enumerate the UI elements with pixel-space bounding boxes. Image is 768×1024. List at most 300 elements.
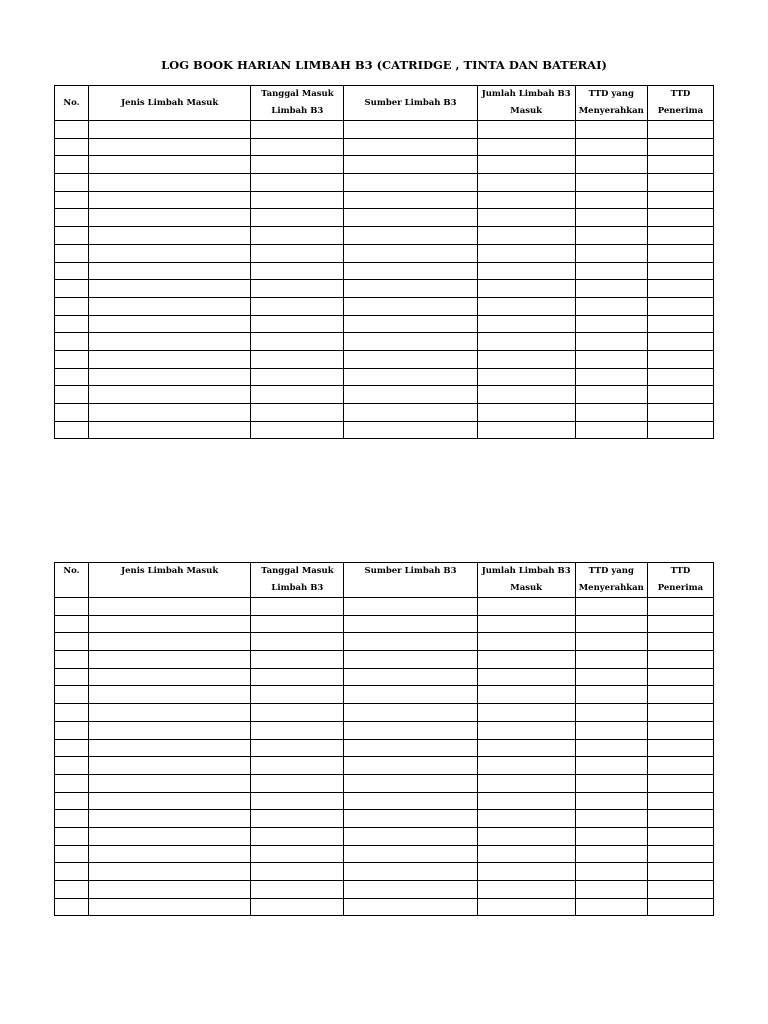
cell-no (55, 651, 89, 669)
cell-sumber-limbah (344, 721, 477, 739)
table-row (55, 898, 714, 916)
cell-jenis-limbah (89, 898, 251, 916)
cell-tanggal-masuk (251, 227, 344, 245)
cell-ttd-penerima (647, 739, 713, 757)
cell-ttd-menyerahkan (575, 810, 647, 828)
table-body-top (55, 121, 714, 439)
cell-no (55, 721, 89, 739)
table-row (55, 757, 714, 775)
cell-ttd-penerima (647, 898, 713, 916)
cell-jenis-limbah (89, 404, 251, 422)
cell-jenis-limbah (89, 739, 251, 757)
cell-jumlah-limbah (477, 615, 575, 633)
cell-ttd-penerima (647, 209, 713, 227)
cell-sumber-limbah (344, 262, 477, 280)
table-header-row (55, 563, 714, 598)
header-ttd-menyerahkan-label-1: TTD yang (588, 89, 634, 99)
cell-no (55, 863, 89, 881)
cell-ttd-penerima (647, 651, 713, 669)
cell-tanggal-masuk (251, 174, 344, 192)
page-title: LOG BOOK HARIAN LIMBAH B3 (CATRIDGE , TINTA DAN BATERAI) (161, 58, 607, 72)
cell-sumber-limbah (344, 244, 477, 262)
header-jumlah-limbah (477, 86, 575, 121)
cell-sumber-limbah (344, 174, 477, 192)
cell-ttd-menyerahkan (575, 686, 647, 704)
cell-no (55, 333, 89, 351)
cell-jenis-limbah (89, 792, 251, 810)
cell-tanggal-masuk (251, 350, 344, 368)
table-header-row (55, 86, 714, 121)
header-ttd-menyerahkan (575, 563, 647, 598)
cell-no (55, 774, 89, 792)
cell-sumber-limbah (344, 633, 477, 651)
cell-ttd-menyerahkan (575, 386, 647, 404)
cell-sumber-limbah (344, 898, 477, 916)
table-row (55, 350, 714, 368)
cell-no (55, 297, 89, 315)
cell-jumlah-limbah (477, 156, 575, 174)
log-table-bottom (54, 562, 714, 916)
cell-jumlah-limbah (477, 421, 575, 439)
cell-tanggal-masuk (251, 757, 344, 775)
cell-ttd-penerima (647, 421, 713, 439)
header-ttd-menyerahkan (575, 86, 647, 121)
cell-jenis-limbah (89, 863, 251, 881)
cell-ttd-penerima (647, 598, 713, 616)
cell-sumber-limbah (344, 598, 477, 616)
header-jumlah-label-1: Jumlah Limbah B3 (481, 566, 571, 576)
cell-tanggal-masuk (251, 881, 344, 899)
header-ttd-penerima-label-2: Penerima (657, 583, 704, 593)
cell-ttd-menyerahkan (575, 633, 647, 651)
header-jumlah-label-1: Jumlah Limbah B3 (481, 89, 571, 99)
cell-jumlah-limbah (477, 704, 575, 722)
cell-tanggal-masuk (251, 704, 344, 722)
cell-sumber-limbah (344, 704, 477, 722)
cell-jumlah-limbah (477, 757, 575, 775)
cell-sumber-limbah (344, 191, 477, 209)
cell-ttd-menyerahkan (575, 315, 647, 333)
cell-no (55, 421, 89, 439)
cell-ttd-penerima (647, 191, 713, 209)
cell-jumlah-limbah (477, 191, 575, 209)
cell-tanggal-masuk (251, 686, 344, 704)
header-jenis-label: Jenis Limbah Masuk (121, 97, 219, 108)
cell-no (55, 404, 89, 422)
cell-jumlah-limbah (477, 739, 575, 757)
cell-jumlah-limbah (477, 810, 575, 828)
cell-ttd-menyerahkan (575, 421, 647, 439)
cell-ttd-penerima (647, 704, 713, 722)
cell-no (55, 121, 89, 139)
header-no (55, 86, 89, 121)
cell-ttd-penerima (647, 404, 713, 422)
cell-tanggal-masuk (251, 262, 344, 280)
cell-jenis-limbah (89, 686, 251, 704)
cell-tanggal-masuk (251, 297, 344, 315)
cell-jumlah-limbah (477, 138, 575, 156)
cell-ttd-menyerahkan (575, 191, 647, 209)
cell-sumber-limbah (344, 757, 477, 775)
cell-ttd-menyerahkan (575, 757, 647, 775)
cell-tanggal-masuk (251, 827, 344, 845)
table-row (55, 863, 714, 881)
cell-no (55, 156, 89, 174)
cell-ttd-menyerahkan (575, 121, 647, 139)
cell-sumber-limbah (344, 315, 477, 333)
table-row (55, 156, 714, 174)
cell-ttd-menyerahkan (575, 774, 647, 792)
table-row (55, 739, 714, 757)
cell-tanggal-masuk (251, 633, 344, 651)
cell-ttd-penerima (647, 668, 713, 686)
cell-sumber-limbah (344, 350, 477, 368)
cell-ttd-menyerahkan (575, 174, 647, 192)
cell-jumlah-limbah (477, 315, 575, 333)
cell-sumber-limbah (344, 421, 477, 439)
cell-jumlah-limbah (477, 297, 575, 315)
cell-jenis-limbah (89, 333, 251, 351)
cell-ttd-menyerahkan (575, 244, 647, 262)
cell-ttd-menyerahkan (575, 350, 647, 368)
cell-ttd-penerima (647, 827, 713, 845)
cell-ttd-menyerahkan (575, 898, 647, 916)
cell-jumlah-limbah (477, 404, 575, 422)
cell-jenis-limbah (89, 138, 251, 156)
cell-ttd-menyerahkan (575, 368, 647, 386)
cell-sumber-limbah (344, 668, 477, 686)
cell-sumber-limbah (344, 651, 477, 669)
cell-no (55, 686, 89, 704)
cell-jumlah-limbah (477, 209, 575, 227)
cell-jenis-limbah (89, 845, 251, 863)
cell-jenis-limbah (89, 386, 251, 404)
cell-jenis-limbah (89, 704, 251, 722)
cell-jumlah-limbah (477, 280, 575, 298)
cell-sumber-limbah (344, 792, 477, 810)
cell-no (55, 368, 89, 386)
cell-tanggal-masuk (251, 209, 344, 227)
cell-jumlah-limbah (477, 333, 575, 351)
cell-no (55, 227, 89, 245)
cell-jumlah-limbah (477, 845, 575, 863)
header-no-label: No. (63, 97, 80, 108)
cell-ttd-menyerahkan (575, 227, 647, 245)
table-row (55, 881, 714, 899)
cell-tanggal-masuk (251, 315, 344, 333)
header-tanggal-masuk (251, 563, 344, 598)
cell-sumber-limbah (344, 739, 477, 757)
table-row (55, 598, 714, 616)
cell-sumber-limbah (344, 827, 477, 845)
cell-jenis-limbah (89, 191, 251, 209)
cell-no (55, 598, 89, 616)
log-table-top (54, 85, 714, 439)
cell-ttd-menyerahkan (575, 615, 647, 633)
cell-jumlah-limbah (477, 668, 575, 686)
cell-ttd-penerima (647, 280, 713, 298)
cell-ttd-penerima (647, 121, 713, 139)
cell-tanggal-masuk (251, 244, 344, 262)
cell-ttd-penerima (647, 138, 713, 156)
cell-tanggal-masuk (251, 138, 344, 156)
cell-no (55, 262, 89, 280)
cell-ttd-penerima (647, 774, 713, 792)
table-row (55, 386, 714, 404)
cell-sumber-limbah (344, 386, 477, 404)
cell-tanggal-masuk (251, 280, 344, 298)
cell-jumlah-limbah (477, 651, 575, 669)
cell-jenis-limbah (89, 262, 251, 280)
cell-jumlah-limbah (477, 350, 575, 368)
cell-ttd-penerima (647, 863, 713, 881)
table-row (55, 633, 714, 651)
header-jumlah-label-2: Masuk (510, 583, 543, 593)
cell-no (55, 615, 89, 633)
cell-ttd-menyerahkan (575, 792, 647, 810)
table-row (55, 651, 714, 669)
table-row (55, 704, 714, 722)
cell-tanggal-masuk (251, 898, 344, 916)
cell-sumber-limbah (344, 280, 477, 298)
cell-tanggal-masuk (251, 121, 344, 139)
cell-tanggal-masuk (251, 668, 344, 686)
table-body-bottom (55, 598, 714, 916)
cell-ttd-penerima (647, 633, 713, 651)
table-row (55, 191, 714, 209)
cell-jenis-limbah (89, 315, 251, 333)
cell-tanggal-masuk (251, 156, 344, 174)
cell-sumber-limbah (344, 156, 477, 174)
cell-no (55, 792, 89, 810)
header-jenis-limbah (89, 86, 251, 121)
header-tanggal-masuk (251, 86, 344, 121)
cell-tanggal-masuk (251, 721, 344, 739)
cell-ttd-menyerahkan (575, 156, 647, 174)
table-row (55, 333, 714, 351)
cell-no (55, 881, 89, 899)
cell-jumlah-limbah (477, 721, 575, 739)
cell-ttd-penerima (647, 757, 713, 775)
header-tanggal-label-1: Tanggal Masuk (261, 566, 334, 576)
cell-ttd-penerima (647, 244, 713, 262)
header-jenis-limbah (89, 563, 251, 598)
cell-jumlah-limbah (477, 881, 575, 899)
header-ttd-penerima (647, 86, 713, 121)
cell-jenis-limbah (89, 615, 251, 633)
cell-sumber-limbah (344, 404, 477, 422)
header-jumlah-limbah (477, 563, 575, 598)
cell-sumber-limbah (344, 333, 477, 351)
cell-ttd-menyerahkan (575, 739, 647, 757)
header-ttd-menyerahkan-label-1: TTD yang (588, 566, 634, 576)
header-ttd-menyerahkan-label-2: Menyerahkan (578, 583, 644, 593)
cell-jenis-limbah (89, 421, 251, 439)
cell-jenis-limbah (89, 633, 251, 651)
cell-jenis-limbah (89, 209, 251, 227)
cell-sumber-limbah (344, 686, 477, 704)
cell-sumber-limbah (344, 845, 477, 863)
table-row (55, 774, 714, 792)
cell-ttd-menyerahkan (575, 651, 647, 669)
table-row (55, 209, 714, 227)
cell-no (55, 845, 89, 863)
table-row (55, 721, 714, 739)
cell-tanggal-masuk (251, 333, 344, 351)
table-row (55, 244, 714, 262)
header-sumber-label: Sumber Limbah B3 (364, 97, 457, 108)
cell-no (55, 209, 89, 227)
cell-tanggal-masuk (251, 845, 344, 863)
cell-jumlah-limbah (477, 174, 575, 192)
cell-ttd-menyerahkan (575, 280, 647, 298)
table-row (55, 686, 714, 704)
cell-sumber-limbah (344, 774, 477, 792)
header-sumber-limbah (344, 86, 477, 121)
table-row (55, 421, 714, 439)
cell-jenis-limbah (89, 598, 251, 616)
header-jenis-label: Jenis Limbah Masuk (121, 566, 219, 576)
cell-ttd-penerima (647, 721, 713, 739)
cell-no (55, 810, 89, 828)
cell-tanggal-masuk (251, 810, 344, 828)
cell-jumlah-limbah (477, 386, 575, 404)
cell-sumber-limbah (344, 121, 477, 139)
table-row (55, 280, 714, 298)
cell-ttd-penerima (647, 792, 713, 810)
cell-ttd-penerima (647, 227, 713, 245)
cell-jenis-limbah (89, 668, 251, 686)
header-no-label: No. (63, 566, 80, 576)
cell-tanggal-masuk (251, 191, 344, 209)
cell-ttd-penerima (647, 350, 713, 368)
cell-tanggal-masuk (251, 739, 344, 757)
cell-ttd-penerima (647, 615, 713, 633)
table-row (55, 404, 714, 422)
cell-ttd-menyerahkan (575, 721, 647, 739)
cell-ttd-penerima (647, 174, 713, 192)
cell-jenis-limbah (89, 121, 251, 139)
header-tanggal-label-2: Limbah B3 (271, 583, 324, 593)
cell-jumlah-limbah (477, 368, 575, 386)
cell-ttd-penerima (647, 845, 713, 863)
cell-tanggal-masuk (251, 863, 344, 881)
table-row (55, 315, 714, 333)
cell-no (55, 191, 89, 209)
table-row (55, 227, 714, 245)
cell-ttd-menyerahkan (575, 209, 647, 227)
cell-sumber-limbah (344, 209, 477, 227)
cell-jenis-limbah (89, 297, 251, 315)
cell-sumber-limbah (344, 227, 477, 245)
cell-jenis-limbah (89, 156, 251, 174)
cell-jumlah-limbah (477, 863, 575, 881)
header-ttd-penerima-label-1: TTD (670, 89, 691, 99)
cell-tanggal-masuk (251, 792, 344, 810)
cell-no (55, 898, 89, 916)
cell-jumlah-limbah (477, 633, 575, 651)
cell-tanggal-masuk (251, 404, 344, 422)
header-tanggal-label-1: Tanggal Masuk (261, 89, 334, 99)
cell-jumlah-limbah (477, 244, 575, 262)
cell-jenis-limbah (89, 244, 251, 262)
table-row (55, 668, 714, 686)
cell-no (55, 668, 89, 686)
cell-jumlah-limbah (477, 227, 575, 245)
cell-sumber-limbah (344, 881, 477, 899)
header-ttd-penerima (647, 563, 713, 598)
cell-ttd-menyerahkan (575, 881, 647, 899)
header-no (55, 563, 89, 598)
cell-ttd-menyerahkan (575, 297, 647, 315)
cell-jenis-limbah (89, 810, 251, 828)
cell-jumlah-limbah (477, 686, 575, 704)
cell-jenis-limbah (89, 368, 251, 386)
cell-jenis-limbah (89, 350, 251, 368)
cell-jenis-limbah (89, 827, 251, 845)
cell-no (55, 138, 89, 156)
table-row (55, 810, 714, 828)
cell-jenis-limbah (89, 651, 251, 669)
cell-tanggal-masuk (251, 386, 344, 404)
table-row (55, 121, 714, 139)
cell-ttd-penerima (647, 810, 713, 828)
cell-no (55, 757, 89, 775)
cell-ttd-penerima (647, 297, 713, 315)
cell-no (55, 350, 89, 368)
cell-jenis-limbah (89, 757, 251, 775)
header-tanggal-label-2: Limbah B3 (271, 106, 324, 116)
cell-ttd-menyerahkan (575, 668, 647, 686)
cell-jumlah-limbah (477, 774, 575, 792)
cell-jenis-limbah (89, 774, 251, 792)
cell-ttd-penerima (647, 686, 713, 704)
cell-ttd-penerima (647, 315, 713, 333)
cell-jumlah-limbah (477, 898, 575, 916)
cell-no (55, 174, 89, 192)
header-ttd-penerima-label-1: TTD (670, 566, 691, 576)
cell-sumber-limbah (344, 810, 477, 828)
cell-tanggal-masuk (251, 615, 344, 633)
table-row (55, 368, 714, 386)
cell-sumber-limbah (344, 297, 477, 315)
cell-ttd-menyerahkan (575, 704, 647, 722)
table-row (55, 297, 714, 315)
cell-tanggal-masuk (251, 421, 344, 439)
cell-ttd-penerima (647, 156, 713, 174)
cell-ttd-menyerahkan (575, 404, 647, 422)
cell-no (55, 315, 89, 333)
table-row (55, 827, 714, 845)
cell-no (55, 739, 89, 757)
cell-sumber-limbah (344, 138, 477, 156)
cell-ttd-penerima (647, 386, 713, 404)
table-row (55, 845, 714, 863)
cell-ttd-menyerahkan (575, 262, 647, 280)
cell-jenis-limbah (89, 227, 251, 245)
cell-jumlah-limbah (477, 598, 575, 616)
table-row (55, 262, 714, 280)
cell-sumber-limbah (344, 615, 477, 633)
cell-jumlah-limbah (477, 827, 575, 845)
cell-no (55, 827, 89, 845)
cell-tanggal-masuk (251, 651, 344, 669)
cell-jenis-limbah (89, 881, 251, 899)
cell-tanggal-masuk (251, 774, 344, 792)
cell-ttd-menyerahkan (575, 827, 647, 845)
header-ttd-penerima-label-2: Penerima (657, 106, 704, 116)
cell-tanggal-masuk (251, 368, 344, 386)
